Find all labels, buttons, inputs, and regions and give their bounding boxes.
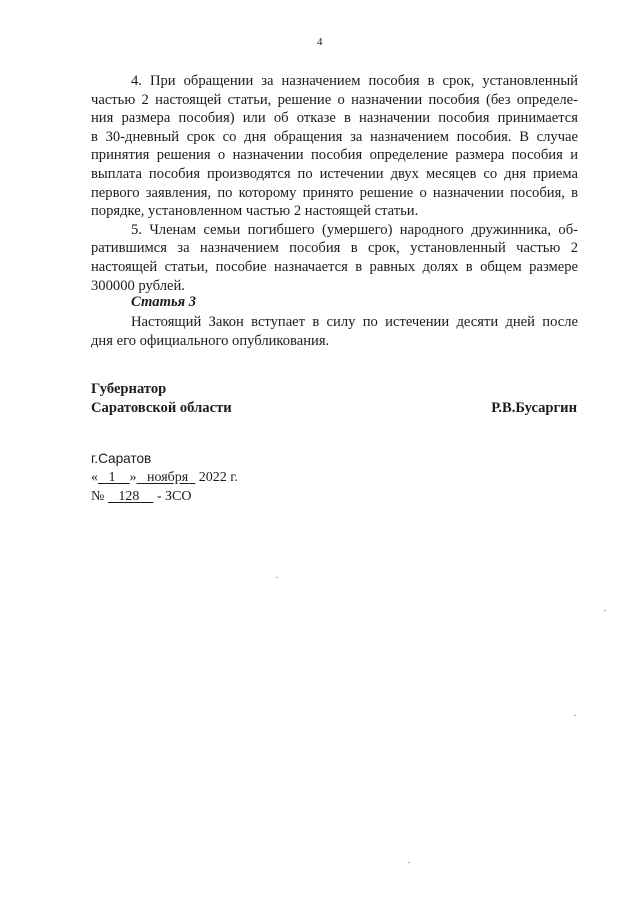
clause-4-line: частью 2 настоящей статьи, решение о назначении пособия (без определе- [91,91,578,108]
scan-speck [574,715,576,716]
scan-speck [408,862,410,863]
number-value: 128 [118,489,140,504]
clause-5-line: 300000 рублей. [91,277,185,294]
number-suffix: - ЗСО [156,489,192,504]
clause-4-line: ния размера пособия) или об отказе в назначении пособия принимается [91,110,578,127]
date-quote-close: » [129,470,137,485]
clause-5-line: 5. Членам семьи погибшего (умершего) народного дружинника, об- [131,221,578,238]
date-day: 1 [108,470,116,485]
date-month: ноября [147,470,189,485]
place-of-signing: г.Саратов [91,451,152,466]
scan-speck [604,610,606,611]
clause-4-line: принятия решения о назначении пособия определение размера пособия и [91,147,578,164]
clause-4-line: выплата пособия производятся по истечении двух месяцев со дня приема [91,165,578,182]
article-3-line: дня его официального опубликования. [91,332,330,349]
date-year: 2022 г. [198,470,238,485]
clause-4-line: 4. При обращении за назначением пособия в срок, установленный [131,73,578,89]
clause-4-line: в 30-дневный срок со дня обращения за назначением пособия. В случае [91,128,578,145]
article-3-text [91,313,578,350]
signatory-position-line-2: Саратовской области [91,400,232,416]
signatory-position-line-1: Губернатор [91,381,167,397]
law-number [91,489,191,505]
signing-date [91,470,238,486]
article-3-line: Настоящий Закон вступает в силу по истечении десяти дней после [131,314,578,330]
clause-5-line: ратившимся за назначением пособия в срок, установленный частью 2 [91,240,578,257]
number-label: № [91,489,105,504]
clause-5-line: настоящей статьи, пособие назначается в равных долях в общем размере [91,258,578,275]
clause-4-line: первого заявления, по которому принято решение о назначении пособия, в [91,184,578,201]
date-quote-open: « [91,470,98,485]
signatory-name: Р.В.Бусаргин [491,400,577,416]
scan-speck [276,577,278,578]
clause-4-line: порядке, установленном частью 2 настоящей статьи. [91,203,419,220]
article-3-title: Статья 3 [131,294,197,310]
document-body [91,72,578,295]
page-number: 4 [317,36,323,48]
